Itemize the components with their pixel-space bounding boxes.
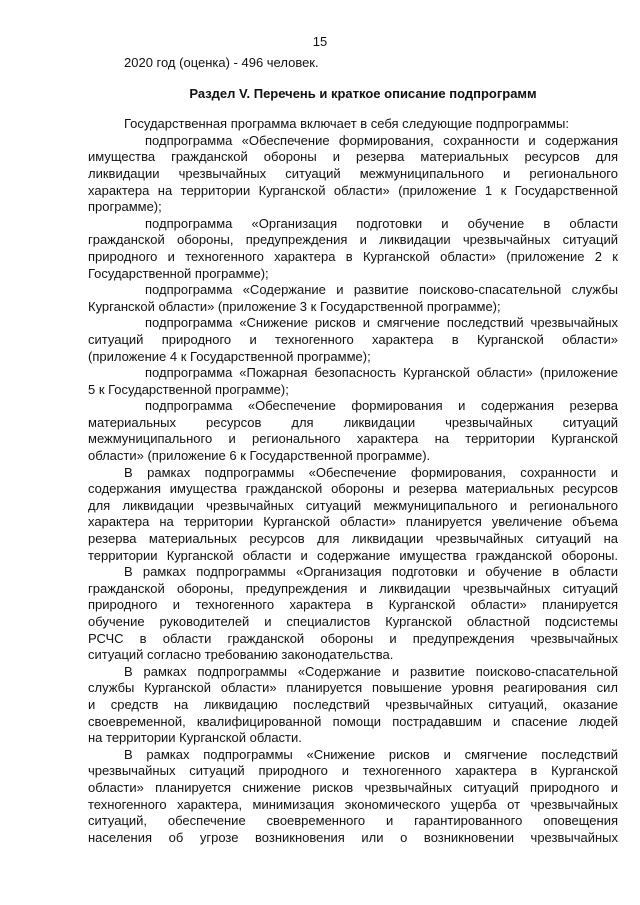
text-line: 5 к Государственной программе);	[88, 381, 289, 397]
page-number: 15	[312, 34, 328, 49]
text-line: Государственная программа включает в себя следующие подпрограммы:	[124, 116, 569, 132]
text-line: подпрограмма «Обеспечение формирования, сохранности и содержания	[145, 132, 618, 148]
text-line: природного и техногенного характера в Курганской области» (приложение 2 к	[88, 248, 618, 264]
text-line: своевременной, квалифицированной помощи пострадавшим и спасение людей	[88, 713, 618, 729]
document-body	[88, 55, 618, 846]
text-line: населения об угрозе возникновения или о возникновении чрезвычайных	[88, 829, 618, 845]
text-line: подпрограмма «Снижение рисков и смягчение последствий чрезвычайных	[145, 315, 618, 331]
text-line: подпрограмма «Обеспечение формирования и содержания резерва	[145, 398, 618, 414]
text-line: гражданской обороны, предупреждения и ликвидации чрезвычайных ситуаций	[88, 580, 618, 596]
text-line: природного и техногенного характера в Курганской области» планируется	[88, 597, 618, 613]
text-line: ситуаций природного и техногенного характера в Курганской области»	[88, 331, 618, 347]
text-line: резерва материальных ресурсов для ликвидации чрезвычайных ситуаций на	[88, 531, 618, 547]
text-line: области» планируется снижение рисков чрезвычайных ситуаций природного и	[88, 779, 618, 795]
text-line: содержания имущества гражданской обороны и резерва материальных ресурсов	[88, 481, 618, 497]
text-line: техногенного характера, минимизация экономического ущерба от чрезвычайных	[88, 796, 618, 812]
text-line: для ликвидации чрезвычайных ситуаций межмуниципального и регионального	[88, 497, 618, 513]
text-line: подпрограмма «Организация подготовки и обучение в области	[145, 215, 618, 231]
text-line: материальных ресурсов для ликвидации чрезвычайных ситуаций	[88, 414, 618, 430]
text-line: характера на территории Курганской области» планируется увеличение объема	[88, 514, 618, 530]
text-line: характера на территории Курганской области» (приложение 1 к Государственной	[88, 182, 618, 198]
text-line: подпрограмма «Содержание и развитие поисково-спасательной службы	[145, 282, 618, 298]
intro-line: 2020 год (оценка) - 496 человек.	[124, 55, 319, 70]
text-line: подпрограмма «Пожарная безопасность Курганской области» (приложение	[145, 365, 618, 381]
text-line: области» (приложение 6 к Государственной программе).	[88, 448, 431, 464]
text-line: РСЧС в области гражданской обороны и предупреждения чрезвычайных	[88, 630, 618, 646]
text-line: Курганской области» (приложение 3 к Государственной программе);	[88, 298, 501, 314]
text-line: чрезвычайных ситуаций природного и техногенного характера в Курганской	[88, 763, 618, 779]
text-line: ситуаций согласно требованию законодательства.	[88, 647, 394, 663]
text-line: имущества гражданской обороны и резерва материальных ресурсов для	[88, 149, 618, 165]
text-line: ситуаций, обеспечение своевременного и гарантированного оповещения	[88, 813, 618, 829]
text-line: территории Курганской области и содержание имущества гражданской обороны.	[88, 547, 618, 563]
text-line: В рамках подпрограммы «Организация подготовки и обучение в области	[124, 564, 618, 580]
text-line: (приложение 4 к Государственной программе);	[88, 348, 371, 364]
text-line: Государственной программе);	[88, 265, 269, 281]
text-line: обучение руководителей и специалистов Курганской областной подсистемы	[88, 614, 618, 629]
text-lines	[88, 116, 618, 846]
section-heading: Раздел V. Перечень и краткое описание подпрограмм	[189, 85, 537, 101]
text-line: ликвидации чрезвычайных ситуаций межмуниципального и регионального	[88, 165, 618, 181]
text-line: В рамках подпрограммы «Снижение рисков и смягчение последствий	[124, 746, 618, 762]
text-line: программе);	[88, 199, 162, 215]
text-line: на территории Курганской области.	[88, 730, 302, 746]
text-line: и средств на ликвидацию последствий чрезвычайных ситуаций, оказание	[88, 696, 618, 712]
text-line: службы Курганской области» планируется повышение уровня реагирования сил	[88, 680, 618, 696]
text-line: гражданской обороны, предупреждения и ликвидации чрезвычайных ситуаций	[88, 232, 618, 248]
text-line: В рамках подпрограммы «Содержание и развитие поисково-спасательной	[124, 663, 618, 679]
text-line: В рамках подпрограммы «Обеспечение формирования, сохранности и	[124, 464, 618, 480]
text-line: межмуниципального и регионального характера на территории Курганской	[88, 431, 618, 447]
